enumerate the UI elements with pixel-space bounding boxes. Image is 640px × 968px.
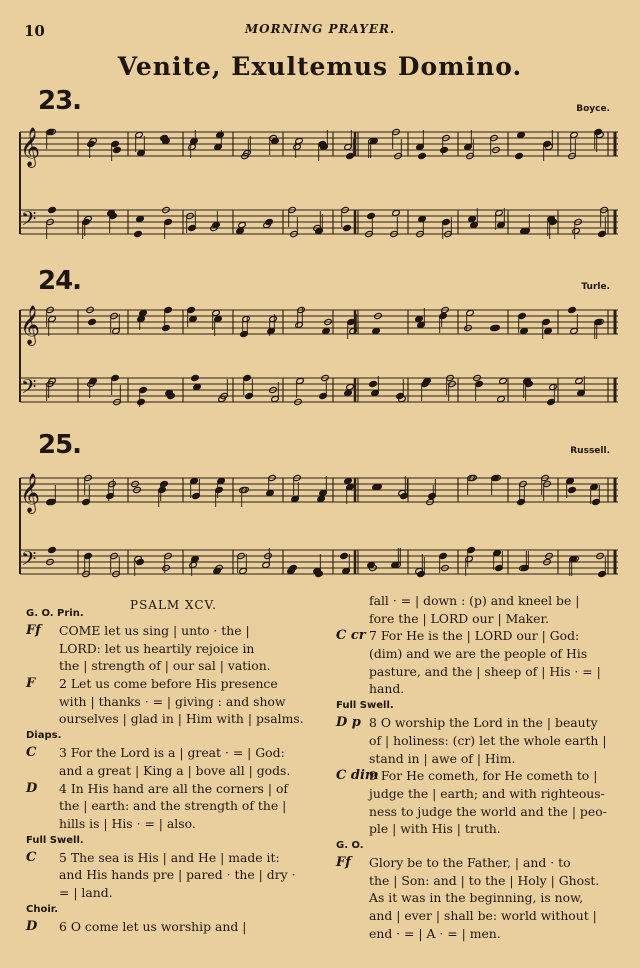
psalm-line-text: = | land. — [59, 884, 113, 900]
psalm-line-text: fore the | LORD our | Maker. — [369, 610, 550, 626]
rubric-heading: Choir. — [26, 903, 59, 915]
psalm-right-column — [336, 592, 636, 942]
psalm-line — [336, 680, 636, 698]
psalm-line-text: the | strength of | our sal | vation. — [59, 658, 271, 674]
psalm-line — [336, 645, 636, 663]
dynamics-mark: Ff — [336, 854, 351, 870]
rubric-heading: Full Swell. — [26, 834, 84, 846]
psalm-line — [336, 714, 636, 732]
psalm-line — [26, 622, 318, 640]
psalm-left-column — [26, 606, 318, 935]
dynamics-mark: C cr — [336, 628, 366, 644]
psalm-line — [26, 762, 318, 780]
svg-text:𝄞: 𝄞 — [20, 473, 41, 513]
psalm-line-text: COME let us sing | unto · the | — [59, 623, 250, 638]
dynamics-mark: C dim — [336, 768, 379, 784]
psalm-line — [26, 797, 318, 815]
psalm-line — [26, 657, 318, 675]
psalm-line-text: 8 O worship the Lord in the | beauty — [369, 715, 598, 731]
psalm-line — [336, 750, 636, 768]
psalm-line — [336, 663, 636, 681]
psalm-line-text: ness to judge the world and the | peo- — [369, 803, 607, 819]
dynamics-mark: F — [26, 676, 36, 692]
psalm-line — [26, 815, 318, 833]
psalm-line — [336, 907, 636, 925]
psalm-line-text: stand in | awe of | Him. — [369, 750, 516, 766]
svg-text:𝄢: 𝄢 — [21, 375, 37, 403]
page-number: 10 — [24, 22, 45, 40]
psalm-line-text: As it was in the beginning, is now, — [369, 890, 584, 906]
psalm-line-text: and | ever | shall be: world without | — [369, 908, 597, 923]
dynamics-mark: Ff — [26, 623, 41, 638]
dynamics-mark: C — [26, 849, 37, 865]
psalm-line-text: ple | with His | truth. — [369, 821, 501, 837]
psalm-line-text: 9 For He cometh, for He cometh to | — [369, 768, 598, 784]
psalm-line — [336, 872, 636, 890]
dynamics-mark: C — [26, 745, 37, 761]
rubric-heading: G. O. Prin. — [26, 608, 84, 619]
svg-text:𝄢: 𝄢 — [21, 547, 37, 575]
psalm-line — [336, 854, 636, 872]
psalm-line — [26, 884, 318, 902]
tune-name-russell: Russell. — [570, 446, 610, 456]
tune-name-turle: Turle. — [581, 282, 610, 292]
staff — [20, 374, 618, 407]
staff — [20, 305, 618, 346]
psalm-line-text: Glory be to the Father, | and · to — [369, 854, 571, 870]
psalm-line-text: 4 In His hand are all the corners | of — [59, 780, 288, 796]
hymn-23-score — [18, 122, 622, 252]
psalm-line-text: with | thanks · = | giving : and show — [59, 693, 286, 709]
running-head: MORNING PRAYER. — [244, 22, 396, 36]
psalm-line — [336, 820, 636, 838]
tune-name-boyce: Boyce. — [576, 104, 610, 114]
psalm-line-text: 2 Let us come before His presence — [59, 676, 278, 692]
hymn-number-24: 24. — [38, 266, 82, 296]
psalm-line-text: the | Son: and | to the | Holy | Ghost. — [369, 872, 600, 888]
dynamics-mark: D — [26, 780, 38, 796]
staff — [20, 206, 618, 239]
psalm-line-text: hand. — [369, 681, 405, 697]
hymn-number-25: 25. — [38, 430, 82, 460]
psalm-line — [336, 592, 636, 610]
psalm-line-text: end · = | A · = | men. — [369, 925, 501, 941]
psalm-line — [26, 675, 318, 693]
hymn-24-score — [18, 298, 622, 416]
psalm-line — [26, 710, 318, 728]
rubric-heading: Diaps. — [26, 730, 62, 742]
psalm-heading: PSALM XCV. — [130, 598, 217, 612]
psalm-line-text: pasture, and the | sheep of | His · = | — [369, 663, 601, 679]
hymn-25-score — [18, 464, 622, 594]
psalm-line-text: 6 O come let us worship and | — [59, 918, 247, 934]
rubric-heading: G. O. — [336, 839, 364, 851]
psalm-line-text: of | holiness: (cr) let the whole earth | — [369, 732, 607, 748]
psalm-line — [336, 889, 636, 907]
svg-text:𝄢: 𝄢 — [21, 207, 37, 235]
psalm-line — [336, 610, 636, 628]
psalm-line-text: the | earth: and the strength of the | — [59, 798, 287, 814]
psalm-line — [336, 785, 636, 803]
psalm-line-text: hills is | His · = | also. — [59, 815, 196, 831]
psalm-line-text: judge the | earth; and with righteous- — [369, 785, 605, 801]
psalm-line — [26, 693, 318, 711]
psalm-line — [26, 640, 318, 658]
psalm-line-text: 7 For He is the | LORD our | God: — [369, 628, 580, 644]
staff — [20, 473, 618, 514]
psalm-line-text: ourselves | glad in | Him with | psalms. — [59, 711, 304, 727]
hymn-number-23: 23. — [38, 86, 82, 116]
svg-text:𝄞: 𝄞 — [20, 305, 41, 345]
psalm-line — [26, 849, 318, 867]
psalm-line-text: and His hands pre | pared · the | dry · — [59, 867, 296, 883]
rubric-heading: Full Swell. — [336, 700, 394, 712]
psalm-line — [336, 627, 636, 645]
psalm-line-text: (dim) and we are the people of His — [369, 646, 588, 662]
psalm-line — [26, 744, 318, 762]
psalm-line-text: and a great | King a | bove all | gods. — [59, 762, 291, 778]
svg-text:𝄞: 𝄞 — [20, 127, 41, 167]
psalm-line — [336, 767, 636, 785]
psalm-line — [26, 780, 318, 798]
psalm-line — [26, 866, 318, 884]
psalm-line-text: LORD: let us heartily rejoice in — [59, 640, 255, 656]
psalm-line — [336, 925, 636, 943]
dynamics-mark: D — [26, 918, 38, 934]
psalm-line-text: 5 The sea is His | and He | made it: — [59, 849, 280, 865]
staff — [20, 546, 618, 577]
psalm-line — [336, 732, 636, 750]
staff — [20, 127, 618, 168]
page-title: Venite, Exultemus Domino. — [117, 52, 523, 81]
psalm-line — [336, 803, 636, 821]
psalm-line — [26, 918, 318, 936]
psalm-line-text: fall · = | down : (p) and kneel be | — [369, 593, 580, 608]
dynamics-mark: D p — [336, 715, 361, 731]
psalm-line-text: 3 For the Lord is a | great · = | God: — [59, 745, 285, 761]
